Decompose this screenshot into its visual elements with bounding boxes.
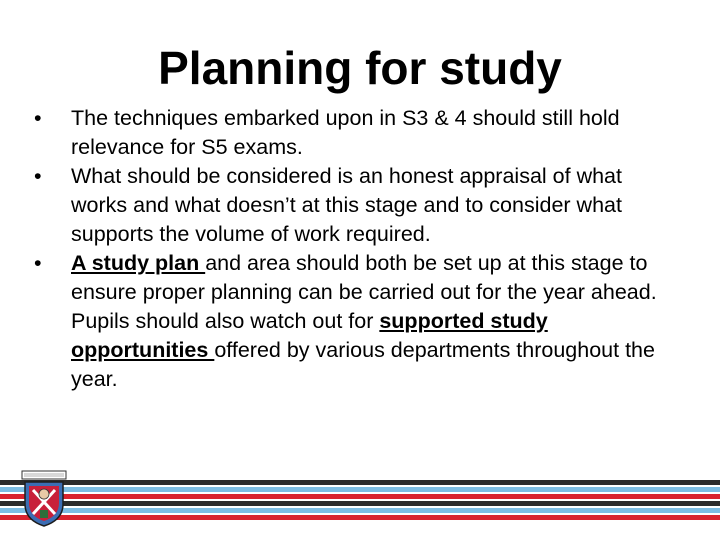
slide-title: Planning for study <box>158 42 562 94</box>
bullet-marker: • <box>34 251 42 275</box>
stripe-dark <box>0 501 720 506</box>
stripe-blue <box>0 508 720 513</box>
bullet-list <box>34 104 684 394</box>
supported-study-link[interactable]: supported study opportunities <box>71 309 548 362</box>
stripe-blue <box>0 487 720 492</box>
school-crest-icon <box>19 470 69 528</box>
bullet-item <box>34 162 684 249</box>
stripe-red <box>0 494 720 499</box>
bullet-text: offered by various departments throughout the year. <box>71 338 655 391</box>
bullet-text: The techniques embarked upon in S3 & 4 should still hold relevance for S5 exams. <box>71 106 620 159</box>
bullet-marker: • <box>34 106 42 130</box>
study-plan-link[interactable]: A study plan <box>71 251 206 275</box>
bullet-marker: • <box>34 164 42 188</box>
stripe-dark <box>0 480 720 485</box>
bullet-text: What should be considered is an honest appraisal of what works and what doesn’t at this stage and to consider what supports the volume of work required. <box>71 164 622 246</box>
bullet-text: and area should both be set up at this stage to ensure proper planning can be carried out for the year ahead. Pupils should also watch out for <box>71 251 657 333</box>
footer-stripes <box>0 476 720 520</box>
bullet-item <box>34 104 684 162</box>
stripe-red <box>0 515 720 520</box>
bullet-item <box>34 249 684 394</box>
